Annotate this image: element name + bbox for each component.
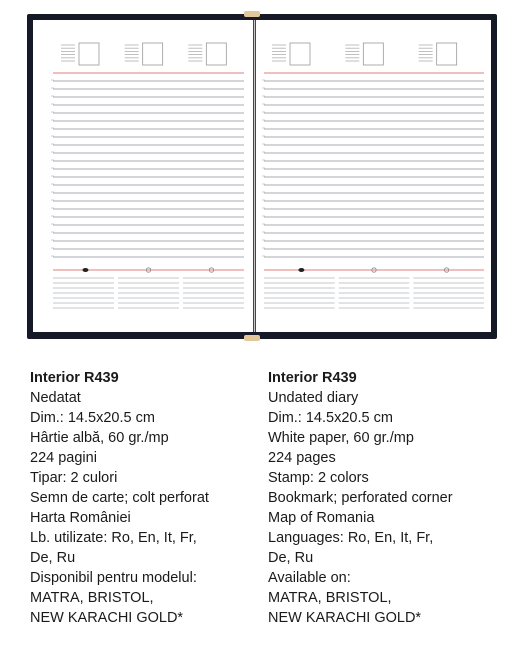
spec-line-ro-9: De, Ru <box>30 550 76 566</box>
spec-line-en-7: Map of Romania <box>268 510 375 526</box>
spec-line-ro-5: Tipar: 2 culori <box>30 470 118 486</box>
spec-line-en-10: Available on: <box>268 570 351 586</box>
spec-line-ro-8: Lb. utilizate: Ro, En, It, Fr, <box>30 530 197 546</box>
spec-line-ro-11: MATRA, BRISTOL, <box>30 590 154 606</box>
phone-icon <box>82 268 88 272</box>
spec-line-en-11: MATRA, BRISTOL, <box>268 590 392 606</box>
spec-line-en-8: Languages: Ro, En, It, Fr, <box>268 530 434 546</box>
right-page <box>256 20 491 332</box>
left-page <box>33 20 253 332</box>
spec-line-en-3: White paper, 60 gr./mp <box>268 430 414 446</box>
spec-line-en-2: Dim.: 14.5x20.5 cm <box>268 410 393 426</box>
spec-line-en-12: NEW KARACHI GOLD* <box>268 610 422 626</box>
spec-line-ro-1: Nedatat <box>30 390 81 406</box>
spec-line-ro-6: Semn de carte; colt perforat <box>30 490 209 506</box>
gold-corner-top <box>244 11 260 17</box>
spec-line-ro-4: 224 pagini <box>30 450 97 466</box>
spec-line-en-9: De, Ru <box>268 550 314 566</box>
spec-title-en: Interior R439 <box>268 370 357 386</box>
spec-title-ro: Interior R439 <box>30 370 119 386</box>
spec-line-ro-12: NEW KARACHI GOLD* <box>30 610 184 626</box>
spec-line-en-4: 224 pages <box>268 450 336 466</box>
spec-line-ro-7: Harta României <box>30 510 131 526</box>
phone-icon <box>298 268 304 272</box>
specs-english <box>268 368 453 628</box>
spec-line-ro-2: Dim.: 14.5x20.5 cm <box>30 410 155 426</box>
spec-line-en-6: Bookmark; perforated corner <box>268 490 453 506</box>
spec-line-en-5: Stamp: 2 colors <box>268 470 369 486</box>
gold-corner-bottom <box>244 335 260 341</box>
spec-line-ro-3: Hârtie albă, 60 gr./mp <box>30 430 169 446</box>
spec-line-ro-10: Disponibil pentru modelul: <box>30 570 197 586</box>
spec-line-en-1: Undated diary <box>268 390 359 406</box>
specs-romanian <box>30 368 209 628</box>
